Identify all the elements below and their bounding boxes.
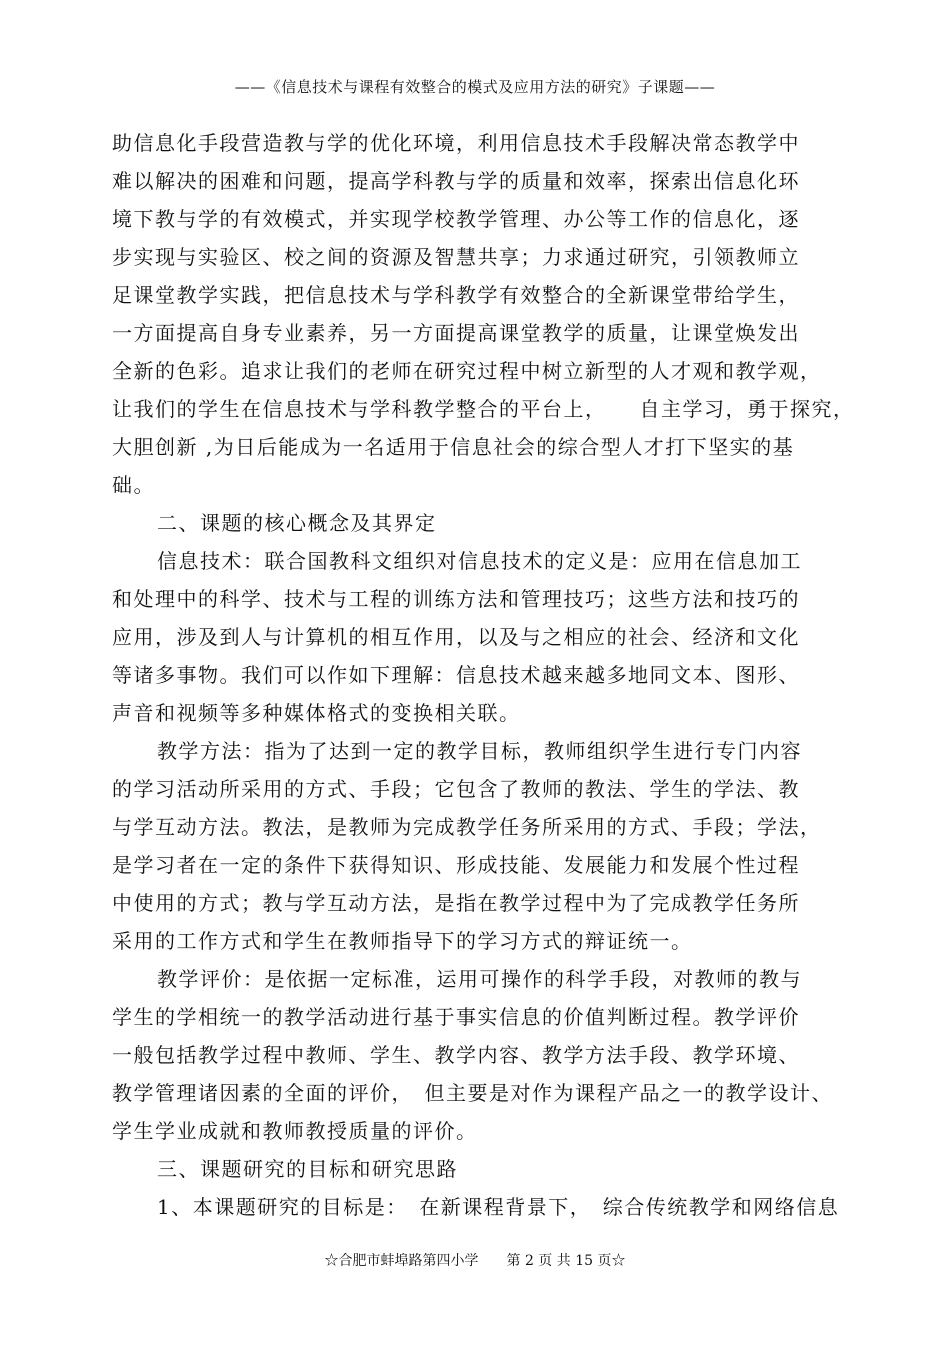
running-header: ——《信息技术与课程有效整合的模式及应用方法的研究》子课题—— [234,78,716,96]
text-line: 是学习者在一定的条件下获得知识、形成技能、发展能力和发展个性过程 [112,853,800,877]
text-line: 境下教与学的有效模式，并实现学校教学管理、办公等工作的信息化，逐 [112,207,800,231]
text-line: 的学习活动所采用的方式、手段；它包含了教师的教法、学生的学法、教 [112,777,800,801]
text-line: 学生的学相统一的教学活动进行基于事实信息的价值判断过程。教学评价 [112,1005,800,1029]
text-line: 教学评价：是依据一定标准，运用可操作的科学手段，对教师的教与 [157,967,802,991]
page-footer: ☆合肥市蚌埠路第四小学 第 2 页 共 15 页☆ [324,1253,626,1269]
text-line: 学生学业成就和教师教授质量的评价。 [112,1119,478,1143]
text-line: 让我们的学生在信息技术与学科教学整合的平台上， 自主学习，勇于探究， [112,397,855,421]
text-line: 1、本课题研究的目标是： 在新课程背景下， 综合传统教学和网络信息 [157,1195,840,1219]
text-line: 助信息化手段营造教与学的优化环境，利用信息技术手段解决常态教学中 [112,131,800,155]
text-line: 大胆创新 ,为日后能成为一名适用于信息社会的综合型人才打下坚实的基 [112,435,795,459]
text-line: 应用，涉及到人与计算机的相互作用，以及与之相应的社会、经济和文化 [112,625,800,649]
section-heading: 二、课题的核心概念及其界定 [157,511,437,535]
text-line: 难以解决的困难和问题，提高学科教与学的质量和效率，探索出信息化环 [112,169,800,193]
section-heading: 三、课题研究的目标和研究思路 [157,1157,458,1181]
text-line: 等诸多事物。我们可以作如下理解：信息技术越来越多地同文本、图形、 [112,663,800,687]
text-line: 和处理中的科学、技术与工程的训练方法和管理技巧；这些方法和技巧的 [112,587,800,611]
text-line: 步实现与实验区、校之间的资源及智慧共享；力求通过研究，引领教师立 [112,245,800,269]
text-line: 足课堂教学实践，把信息技术与学科教学有效整合的全新课堂带给学生， [112,283,800,307]
text-line: 与学互动方法。教法，是教师为完成教学任务所采用的方式、手段；学法， [112,815,822,839]
text-line: 全新的色彩。追求让我们的老师在研究过程中树立新型的人才观和教学观， [112,359,822,383]
text-line: 教学管理诸因素的全面的评价， 但主要是对作为课程产品之一的教学设计、 [112,1081,833,1105]
text-line: 础。 [112,473,155,497]
text-line: 采用的工作方式和学生在教师指导下的学习方式的辩证统一。 [112,929,693,953]
text-line: 教学方法：指为了达到一定的教学目标，教师组织学生进行专门内容 [157,739,802,763]
text-line: 一方面提高自身专业素养，另一方面提高课堂教学的质量，让课堂焕发出 [112,321,800,345]
body-text [112,124,855,1226]
text-line: 中使用的方式；教与学互动方法，是指在教学过程中为了完成教学任务所 [112,891,800,915]
text-line: 信息技术：联合国教科文组织对信息技术的定义是：应用在信息加工 [157,549,802,573]
text-line: 一般包括教学过程中教师、学生、教学内容、教学方法手段、教学环境、 [112,1043,800,1067]
text-line: 声音和视频等多种媒体格式的变换相关联。 [112,701,521,725]
